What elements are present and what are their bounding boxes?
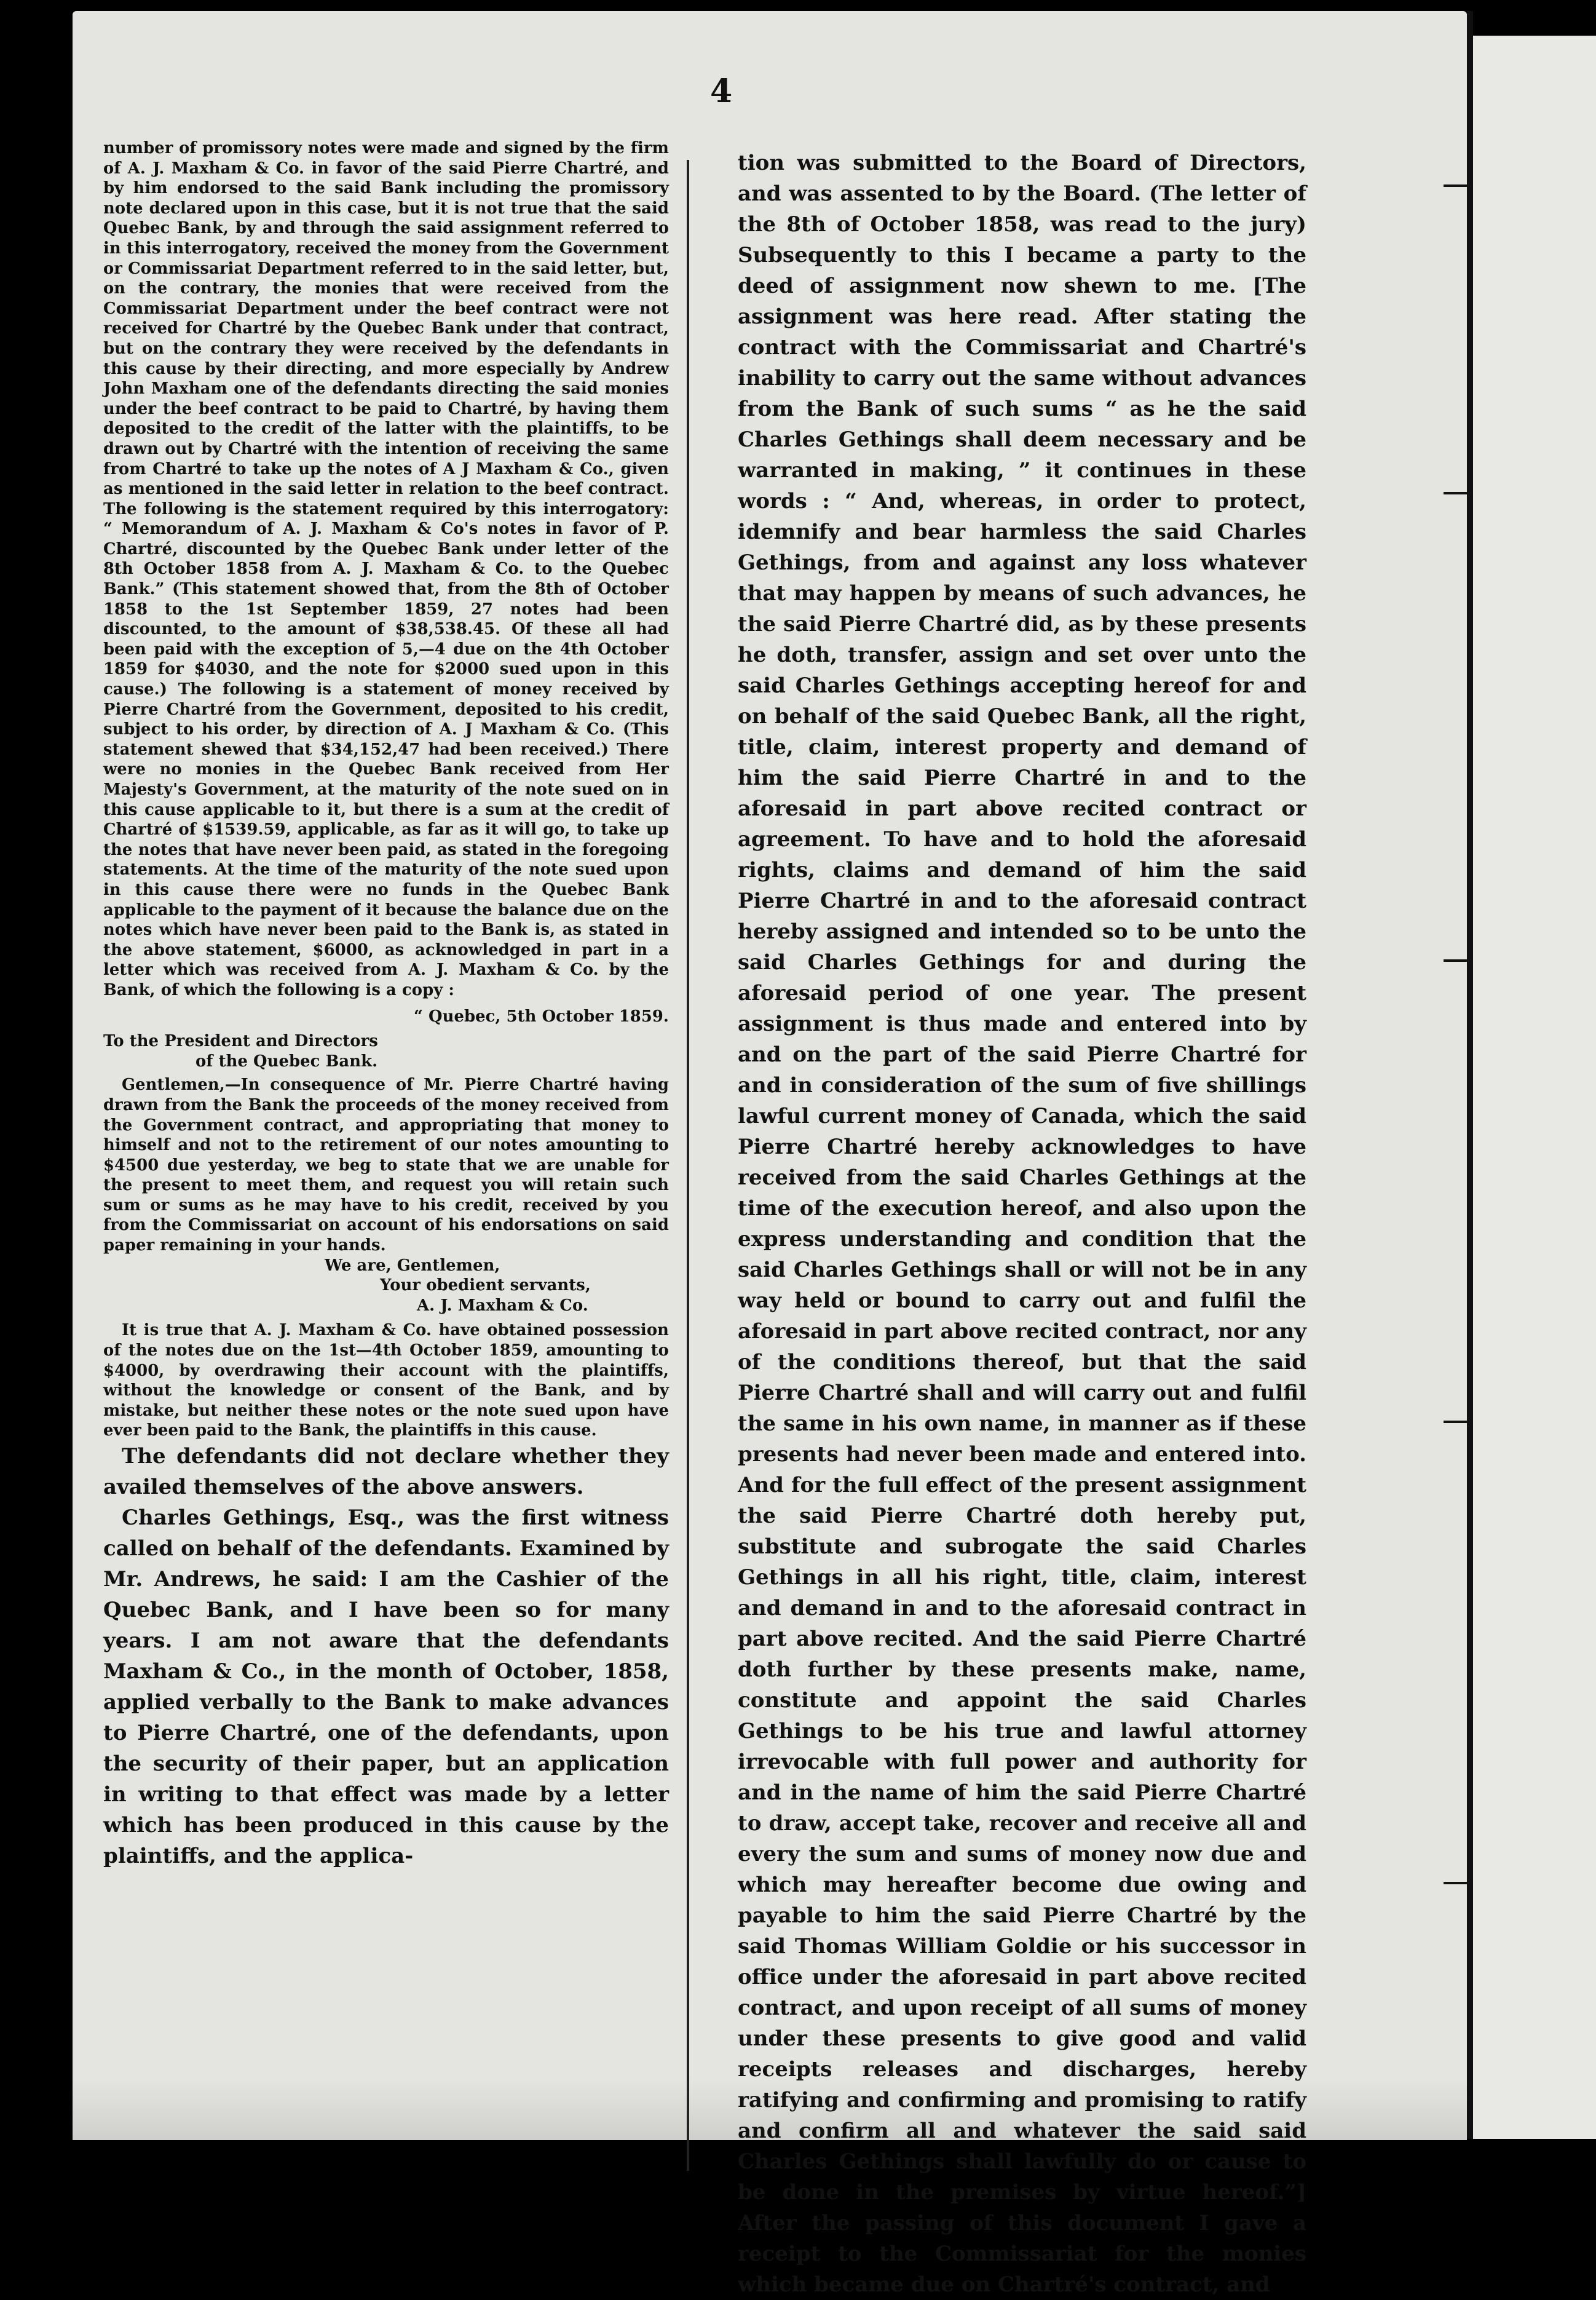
letter-closing2: Your obedient servants, xyxy=(380,1276,591,1295)
letter-closing1: We are, Gentlemen, xyxy=(325,1256,500,1275)
letter-signature: A. J. Maxham & Co. xyxy=(417,1296,588,1315)
right-column xyxy=(738,148,1306,2300)
defendants-declaration-paragraph: The defendants did not declare whether they availed themselves of the above answers. xyxy=(103,1444,669,1499)
witness-testimony-paragraph: Charles Gethings, Esq., was the first witness called on behalf of the defendants. Examined by Mr. Andrews, he said: I am the Cashier of the Quebec Bank, and I have been so for many years. I am not aware that the defendants Maxham & Co., in the month of October, 1858, applied verbally to the Bank to make advances to Pierre Chartré, one of the defendants, upon the security of their paper, but an application in writing to that effect was made by a letter which has been produced in this cause by the plaintiffs, and the applica- xyxy=(103,1505,669,1868)
column-divider xyxy=(687,160,689,2171)
letter-addressee-line2: of the Quebec Bank. xyxy=(196,1052,378,1071)
assignment-text: tion was submitted to the Board of Directors, and was assented to by the Board. (The letter of the 8th of October 1858, was read to the jury) Subsequently to this I became a party to the deed of assignment now shewn to me. [The assignment was here read. After stating the contract with the Commissariat and Chartré's inability to carry out the same without advances from the Bank of such sums “ as he the said Charles Gethings shall deem necessary and be warranted in making, ” it continues in these words : “ And, whereas, in order to protect, idemnify and bear harmless the said Charles Gethings, from and against any loss whatever that may happen by means of such advances, he the said Pierre Chartré did, as by these presents he doth, transfer, assign and set over unto the said Charles Gethings accepting hereof for and on behalf of the said Quebec Bank, all the right, title, claim, interest property and demand of him the said Pierre Chartré in and to the aforesaid in part above recited contract or agreement. To have and to hold the aforesaid rights, claims and demand of him the said Pierre Chartré in and to the aforesaid contract hereby assigned and intended so to be unto the said Charles Gethings for and during the aforesaid period of one year. The present assignment is thus made and entered into by and on the part of the said Pierre Chartré for and in consideration of the sum of five shillings lawful current money of Canada, which the said Pierre Chartré hereby acknowledges to have received from the said Charles Gethings at the time of the execution hereof, and also upon the express understanding and condition that the said Charles Gethings shall or will not be in any way held or bound to carry out and fulfil the aforesaid in part above recited contract, nor any of the conditions thereof, but that the said Pierre Chartré shall and will carry out and fulfil the same in his own name, in manner as if these presents had never been made and entered into. And for the full effect of the present assignment the said Pierre Chartré doth hereby put, substitute and subrogate the said Charles Gethings in all his right, title, claim, interest and demand in and to the aforesaid contract in part above recited. And the said Pierre Chartré doth further by these presents make, name, constitute and appoint the said Charles Gethings to be his true and lawful attorney irrevocable with full power and authority for and in the name of him the said Pierre Chartré to draw, accept take, recover and receive all and every the sum and sums of money now due and which may hereafter become due owing and payable to him the said Pierre Chartré by the said Thomas William Goldie or his successor in office under the aforesaid in part above recited contract, and upon receipt of all sums of money under these presents to give good and valid receipts releases and discharges, hereby ratifying and confirming and promising to ratify and confirm all and whatever the said said Charles Gethings shall lawfully do or cause to be done in the premises by virtue hereof.”] After the passing of this document I gave a receipt to the Commissariat for the monies which became due on Chartré's contract, and xyxy=(738,151,1306,2297)
left-column xyxy=(103,138,669,1871)
binding-stitches xyxy=(1439,0,1476,2273)
letter-body: Gentlemen,—In consequence of Mr. Pierre Chartré having drawn from the Bank the proceeds of the money received from the Government contract, and appropriating that money to himself and not to the retirement of our notes amounting to $4500 due yesterday, we beg to state that we are unable for the present to meet them, and request you will retain such sum or sums as he may have to his credit, received by you from the Commissariat on account of his endorsations on said paper remaining in your hands. xyxy=(103,1076,669,1255)
letter-addressee-line1: To the President and Directors xyxy=(103,1032,378,1051)
page-number: 4 xyxy=(710,73,733,110)
facing-page-edge xyxy=(1473,36,1596,2139)
answer-continuation-text: It is true that A. J. Maxham & Co. have obtained possession of the notes due on the 1st—4th October 1859, amounting to $4000, by overdrawing their account with the plaintiffs, without the knowledge or consent of the Bank, and by mistake, but neither these notes or the note sued upon have ever been paid to the Bank, the plaintiffs in this cause. xyxy=(103,1321,669,1440)
interrogatory-answer-text: number of promissory notes were made and signed by the firm of A. J. Maxham & Co. in favor of the said Pierre Chartré, and by him endorsed to the said Bank including the promissory note declared upon in this case, but it is not true that the said Quebec Bank, by and through the said assignment referred to in this interrogatory, received the money from the Government or Commissariat Department referred to in the said letter, but, on the contrary, the monies that were received from the Commissariat Department under the beef contract were not received for Chartré by the Quebec Bank under that contract, but on the contrary they were received by the defendants in this cause by their directing, and more especially by Andrew John Maxham one of the defendants directing the said monies under the beef contract to be paid to Chartré, by having them deposited to the credit of the latter with the plaintiffs, to be drawn out by Chartré with the intention of receiving the same from Chartré to take up the notes of A J Maxham & Co., given as mentioned in the said letter in relation to the beef contract. The following is the statement required by this interrogatory: “ Memorandum of A. J. Maxham & Co's notes in favor of P. Chartré, discounted by the Quebec Bank under letter of the 8th October 1858 from A. J. Maxham & Co. to the Quebec Bank.” (This statement showed that, from the 8th of October 1858 to the 1st September 1859, 27 notes had been discounted, to the amount of $38,538.45. Of these all had been paid with the exception of 5,—4 due on the 4th October 1859 for $4030, and the note for $2000 sued upon in this cause.) The following is a statement of money received by Pierre Chartré from the Government, deposited to his credit, subject to his order, by direction of A. J Maxham & Co. (This statement shewed that $34,152,47 had been received.) There were no monies in the Quebec Bank received from Her Majesty's Government, at the maturity of the note sued on in this cause applicable to it, but there is a sum at the credit of Chartré of $1539.59, applicable, as far as it will go, to take up the notes that have never been paid, as stated in the foregoing statements. At the time of the maturity of the note sued upon in this cause there were no funds in the Quebec Bank applicable to the payment of it because the balance due on the notes which have never been paid to the Bank is, as stated in the above statement, $6000, as acknowledged in part in a letter which was received from A. J. Maxham & Co. by the Bank, of which the following is a copy : xyxy=(103,139,669,999)
letter-dateline: “ Quebec, 5th October 1859. xyxy=(414,1007,669,1026)
